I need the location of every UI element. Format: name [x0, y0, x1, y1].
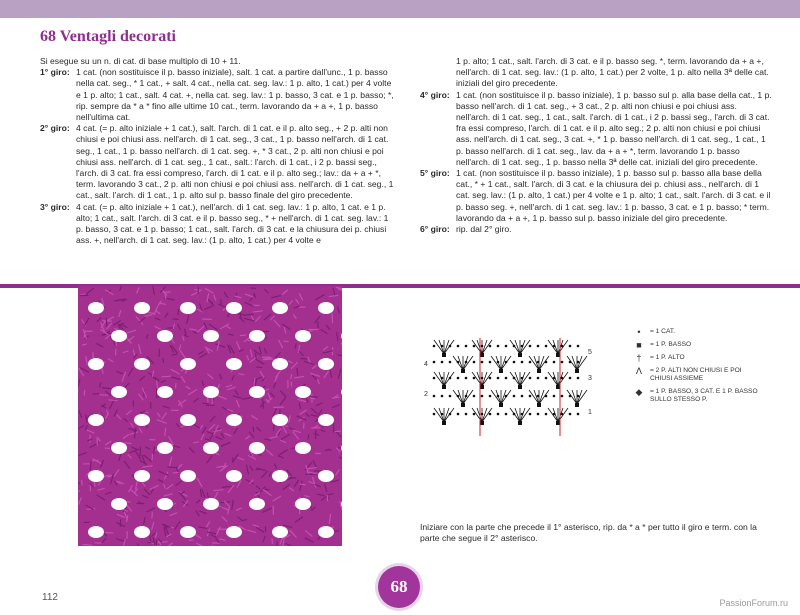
chart-chain-dot — [561, 361, 564, 364]
chart-chain-dot — [505, 345, 508, 348]
diagram-row-number: 2 — [424, 391, 428, 398]
chart-fan-stitch — [539, 390, 544, 404]
chart-fan-stitch — [520, 408, 525, 422]
swatch-hole — [111, 386, 127, 398]
chart-fan-stitch — [510, 340, 520, 354]
chart-fan-stitch — [567, 356, 577, 370]
chart-chain-dot — [521, 361, 524, 364]
swatch-hole — [272, 470, 288, 482]
chart-chain-dot — [529, 361, 532, 364]
chart-square — [499, 369, 503, 373]
chart-chain-dot — [553, 361, 556, 364]
chart-chain-dot — [529, 377, 532, 380]
chart-fan-stitch — [515, 340, 520, 354]
swatch-hole — [226, 414, 242, 426]
legend-text: = 2 P. ALTI NON CHIUSI E POI CHIUSI ASSIEME — [650, 367, 742, 382]
chart-chain-dot — [441, 395, 444, 398]
swatch-hole — [180, 414, 196, 426]
top-color-band — [0, 0, 800, 18]
legend-text: = 1 P. ALTO — [650, 354, 685, 361]
intro-text: Si esegue su un n. di cat. di base multiplo di 10 + 11. — [40, 56, 241, 66]
chart-chain-dot — [489, 395, 492, 398]
swatch-hole — [134, 526, 150, 538]
chart-chain-dot — [433, 377, 436, 380]
swatch-hole — [272, 302, 288, 314]
chart-square — [461, 369, 465, 373]
cluster-icon: ᐱ — [635, 366, 643, 376]
round-text: 4 cat. (= p. alto iniziale + 1 cat.), salt. l'arch. di 1 cat. e il p. alto seg., + 2 p. alti non chiusi e poi chiusi ass. nell'arch. di 1 cat. seg., 3 cat., 1 p. basso nell'arch. di 1 cat. seg., 1 cat., 1 p. basso nell'arch. di 1 cat. seg. +, * 3 cat., 2 p. alti non chiusi e poi chiusi ass. nell'arch. di 1 cat. seg., 1 cat., salt.: l'arch. di 1 cat., i 2 p. bassi seg., l'arch. di 3 cat. fra essi compreso, l'arch. di 1 cat. e il p. alto seg.; lav.: da + a + *, term. lavorando 3 cat., 2 p. alti non chiusi e poi chiusi ass. nell'arch. di 1 cat. seg., 1 cat., salt. l'arch. di 1 cat., 1 p. alto sul p. basso finale del giro precedente. — [76, 123, 394, 201]
chart-square — [575, 403, 579, 407]
chart-chain-dot — [569, 377, 572, 380]
chart-chain-dot — [577, 413, 580, 416]
chart-chain-dot — [473, 361, 476, 364]
swatch-hole — [295, 330, 311, 342]
chart-fan-stitch — [520, 340, 525, 354]
swatch-hole — [295, 386, 311, 398]
chart-fan-stitch — [572, 356, 577, 370]
chart-fan-stitch — [548, 408, 558, 422]
swatch-hole — [226, 526, 242, 538]
chart-square — [461, 403, 465, 407]
swatch-hole — [249, 330, 265, 342]
round-label: 5° giro: — [420, 168, 450, 179]
round-3-continued: 1 p. alto; 1 cat., salt. l'arch. di 3 cat. e il p. basso seg. *, term. lavorando da + a +, nell'arch. di 1 cat. seg. lav.: (1 p. alto, 1 cat.) per 2 volte, 1 p. alto nella 3ª delle cat. iniziali del giro precedente. — [456, 56, 769, 89]
chart-square — [499, 403, 503, 407]
legend-item — [628, 388, 772, 404]
chart-square — [480, 385, 484, 389]
swatch-hole — [203, 330, 219, 342]
chart-chain-dot — [561, 395, 564, 398]
swatch-hole — [88, 414, 104, 426]
round-label: 6° giro: — [420, 224, 450, 235]
legend-text: = 1 CAT. — [650, 328, 675, 335]
swatch-hole — [157, 442, 173, 454]
chart-chain-dot — [521, 395, 524, 398]
round-5 — [420, 168, 772, 224]
swatch-hole — [180, 302, 196, 314]
round-1 — [40, 67, 396, 123]
crochet-swatch-photo — [78, 286, 342, 546]
diagram-row-number: 1 — [588, 409, 592, 416]
swatch-hole — [134, 414, 150, 426]
chart-chain-dot — [489, 345, 492, 348]
pattern-number-badge: 68 — [378, 566, 420, 608]
chart-fan-stitch — [491, 390, 501, 404]
swatch-hole — [157, 498, 173, 510]
swatch-hole — [272, 526, 288, 538]
chart-chain-dot — [457, 377, 460, 380]
chart-chain-dot — [473, 345, 476, 348]
chart-chain-dot — [481, 361, 484, 364]
legend-item — [628, 328, 772, 336]
swatch-hole — [203, 442, 219, 454]
chart-chain-dot — [473, 377, 476, 380]
chart-chain-dot — [433, 345, 436, 348]
chart-fan-stitch — [510, 408, 520, 422]
swatch-hole — [180, 470, 196, 482]
chart-chain-dot — [497, 345, 500, 348]
chain-dot-icon: • — [637, 327, 641, 337]
chart-chain-dot — [505, 413, 508, 416]
chart-fan-stitch — [496, 356, 501, 370]
chart-fan-stitch — [444, 408, 454, 422]
swatch-hole — [134, 470, 150, 482]
swatch-hole — [88, 358, 104, 370]
chart-fan-stitch — [463, 390, 468, 404]
chart-fan-stitch — [572, 390, 577, 404]
swatch-hole — [318, 526, 334, 538]
chart-square — [556, 421, 560, 425]
chart-fan-stitch — [491, 356, 501, 370]
stitch-diagram — [420, 318, 610, 453]
chart-square — [442, 353, 446, 357]
chart-chain-dot — [497, 413, 500, 416]
legend-item — [628, 341, 772, 349]
swatch-hole — [249, 442, 265, 454]
chart-fan-stitch — [463, 356, 473, 370]
chart-chain-dot — [433, 395, 436, 398]
swatch-hole — [226, 358, 242, 370]
chart-chain-dot — [529, 395, 532, 398]
chart-chain-dot — [481, 395, 484, 398]
chart-fan-stitch — [501, 390, 511, 404]
swatch-hole — [272, 414, 288, 426]
chart-chain-dot — [497, 377, 500, 380]
round-label: 2° giro: — [40, 123, 70, 134]
chart-fan-stitch — [463, 390, 473, 404]
chart-square — [556, 385, 560, 389]
chart-chain-dot — [569, 413, 572, 416]
chart-chain-dot — [449, 395, 452, 398]
chart-fan-stitch — [501, 356, 511, 370]
chart-chain-dot — [489, 413, 492, 416]
dagger-icon: † — [636, 353, 642, 363]
chart-fan-stitch — [515, 372, 520, 386]
chart-fan-stitch — [439, 340, 444, 354]
chart-chain-dot — [465, 413, 468, 416]
square-icon: ■ — [636, 340, 642, 350]
round-text: 4 cat. (= p. alto iniziale + 1 cat.), nell'arch. di 1 cat. seg. lav.: 1 p. alto, 1 cat. e 1 p. alto; 1 cat., salt. l'arch. di 3 cat. e il p. basso seg., * + nell'arch. di 1 cat. seg. lav.: 1 p. basso, 3 cat. e 1 p. basso; 1 cat., salt. l'arch. di 3 cat. e la chiusura dei p. chiusi ass. +, nell'arch. di 1 cat. seg. lav.: (1 p. alto, 1 cat.) per 4 volte e — [76, 201, 389, 246]
instructions-text: Iniziare con la parte che precede il 1° asterisco, rip. da * a * per tutto il giro e term. con la parte che segue il 2° asterisco. — [420, 522, 757, 544]
chart-fan-stitch — [439, 408, 444, 422]
round-6 — [420, 224, 772, 235]
chart-square — [575, 369, 579, 373]
chart-chain-dot — [489, 377, 492, 380]
chart-chain-dot — [449, 361, 452, 364]
swatch-hole — [88, 302, 104, 314]
swatch-hole — [226, 302, 242, 314]
round-label: 3° giro: — [40, 201, 70, 212]
swatch-hole — [249, 386, 265, 398]
chart-square — [518, 421, 522, 425]
swatch-hole — [88, 470, 104, 482]
left-text-column — [40, 56, 396, 246]
chart-fan-stitch — [444, 340, 449, 354]
chart-chain-dot — [545, 377, 548, 380]
swatch-hole — [272, 358, 288, 370]
chart-square — [442, 421, 446, 425]
legend-text: = 1 P. BASSO, 3 CAT. E 1 P. BASSO SULLO STESSO P. — [650, 388, 758, 403]
chart-fan-stitch — [520, 372, 525, 386]
chart-chain-dot — [545, 413, 548, 416]
swatch-hole — [111, 442, 127, 454]
right-text-column — [420, 56, 772, 235]
chart-chain-dot — [457, 345, 460, 348]
page-title: 68 Ventagli decorati — [40, 28, 176, 45]
swatch-hole — [111, 330, 127, 342]
diagram-row-number: 5 — [588, 349, 592, 356]
chart-chain-dot — [513, 395, 516, 398]
chart-square — [442, 385, 446, 389]
diagram-legend — [628, 328, 772, 409]
watermark: PassionForum.ru — [719, 598, 788, 608]
chart-chain-dot — [537, 377, 540, 380]
chart-square — [518, 385, 522, 389]
chart-fan-stitch — [567, 390, 577, 404]
round-label: 4° giro: — [420, 89, 450, 100]
chart-square — [518, 353, 522, 357]
chart-fan-stitch — [444, 372, 449, 386]
chart-fan-stitch — [510, 372, 520, 386]
chart-square — [537, 403, 541, 407]
round-2 — [40, 123, 396, 201]
chart-chain-dot — [577, 345, 580, 348]
swatch-hole — [318, 358, 334, 370]
legend-item — [628, 354, 772, 362]
chart-fan-stitch — [444, 372, 454, 386]
chart-chain-dot — [505, 377, 508, 380]
swatch-hole — [88, 526, 104, 538]
swatch-hole — [111, 498, 127, 510]
chart-chain-dot — [465, 377, 468, 380]
swatch-hole — [134, 302, 150, 314]
legend-text: = 1 P. BASSO — [650, 341, 692, 348]
chart-chain-dot — [457, 413, 460, 416]
swatch-hole — [226, 470, 242, 482]
swatch-hole — [180, 526, 196, 538]
chart-fan-stitch — [496, 390, 501, 404]
diagram-row-number: 3 — [588, 375, 592, 382]
swatch-hole — [203, 498, 219, 510]
picot-icon: ◆ — [635, 387, 643, 397]
swatch-hole — [249, 498, 265, 510]
swatch-hole — [318, 414, 334, 426]
swatch-hole — [157, 330, 173, 342]
chart-square — [480, 353, 484, 357]
chart-chain-dot — [545, 345, 548, 348]
chart-square — [556, 353, 560, 357]
chart-fan-stitch — [444, 340, 454, 354]
chart-fan-stitch — [539, 356, 549, 370]
chart-fan-stitch — [548, 340, 558, 354]
chart-fan-stitch — [439, 372, 444, 386]
chart-chain-dot — [465, 345, 468, 348]
legend-item — [628, 367, 772, 383]
round-text: 1 cat. (non sostituisce il p. basso iniziale), 1 p. basso sul p. alla base della cat., 1 p. basso nell'arch. di 1 cat. seg., + 3 cat., 2 p. alti non chiusi e poi chiusi ass. nell'arch. di 1 cat. seg., 1 cat., salt. l'arch. di 1 cat., i 2 p. bassi seg., l'arch. di 3 cat. fra essi compreso, l'arch. di 1 cat. e il p. alto seg.; 2 p. alti non chiusi e poi chiusi ass. nell'arch. di 1 cat. seg., 3 cat. +, * 1 p. basso nell'arch. di 1 cat. seg., 1 cat., 1 p. basso nell'arch. di 1 cat. seg., lav. da + a + *, term. lavorando 1 p. basso nell'arch. di 1 cat. seg., 1 p. basso nella 3ª delle cat. iniziali del giro precedente. — [456, 89, 772, 167]
chart-chain-dot — [513, 361, 516, 364]
round-text: 1 cat. (non sostituisce il p. basso iniziale), 1 p. basso sul p. basso alla base della cat., * + 1 cat., salt. l'arch. di 3 cat. e la chiusura dei p. chiusi ass., nell'arch. di 1 cat. seg. lav.: (1 p. alto, 1 cat.) per 4 volte e 1 p. alto; 1 cat., salt. l'arch. di 3 cat. e il p. basso seg. +, nell'arch. di 1 cat. seg. lav.: 1 p. basso, 3 cat. e 1 p. basso; * term. lavorando da + a +, 1 p. basso sul p. basso iniziale del giro precedente. — [456, 168, 771, 223]
round-text: rip. dal 2° giro. — [456, 224, 512, 235]
chart-fan-stitch — [453, 390, 463, 404]
chart-chain-dot — [433, 361, 436, 364]
chart-chain-dot — [441, 361, 444, 364]
chart-chain-dot — [537, 413, 540, 416]
swatch-hole — [134, 358, 150, 370]
chart-chain-dot — [433, 413, 436, 416]
chart-fan-stitch — [548, 372, 558, 386]
chart-chain-dot — [537, 345, 540, 348]
chart-chain-dot — [473, 413, 476, 416]
chart-fan-stitch — [539, 390, 549, 404]
diagram-row-number: 4 — [424, 361, 428, 368]
chart-chain-dot — [577, 377, 580, 380]
chart-fan-stitch — [515, 408, 520, 422]
chart-fan-stitch — [463, 356, 468, 370]
chart-chain-dot — [569, 345, 572, 348]
round-label: 1° giro: — [40, 67, 70, 78]
round-text: 1 cat. (non sostituisce il p. basso iniziale), salt. 1 cat. a partire dall'unc., 1 p. basso nella cat. seg., * 1 cat., + salt. 4 cat., nella cat. seg. lav.: 1 p. alto, 1 cat.) per 4 volte e 1 p. alto; 1 cat., salt. 4 cat. +, nella cat. seg. lav.: 1 p. basso, 3 cat. e 1 p. basso; *, rip. sempre da * a * fino alle ultime 10 cat., term. lavorando da + a +, 1 p. basso nell'ultima cat. — [76, 67, 394, 123]
swatch-hole — [295, 498, 311, 510]
swatch-hole — [318, 470, 334, 482]
chart-chain-dot — [553, 395, 556, 398]
page-number: 112 — [42, 592, 58, 603]
chart-fan-stitch — [444, 408, 449, 422]
swatch-hole — [318, 302, 334, 314]
chart-square — [480, 421, 484, 425]
chart-fan-stitch — [453, 356, 463, 370]
chart-chain-dot — [529, 413, 532, 416]
swatch-hole — [203, 386, 219, 398]
chart-square — [537, 369, 541, 373]
chart-chain-dot — [473, 395, 476, 398]
swatch-hole — [180, 358, 196, 370]
chart-fan-stitch — [539, 356, 544, 370]
swatch-hole — [295, 442, 311, 454]
round-4 — [420, 90, 772, 168]
chart-chain-dot — [489, 361, 492, 364]
chart-chain-dot — [529, 345, 532, 348]
swatch-hole — [157, 386, 173, 398]
round-3 — [40, 202, 396, 247]
